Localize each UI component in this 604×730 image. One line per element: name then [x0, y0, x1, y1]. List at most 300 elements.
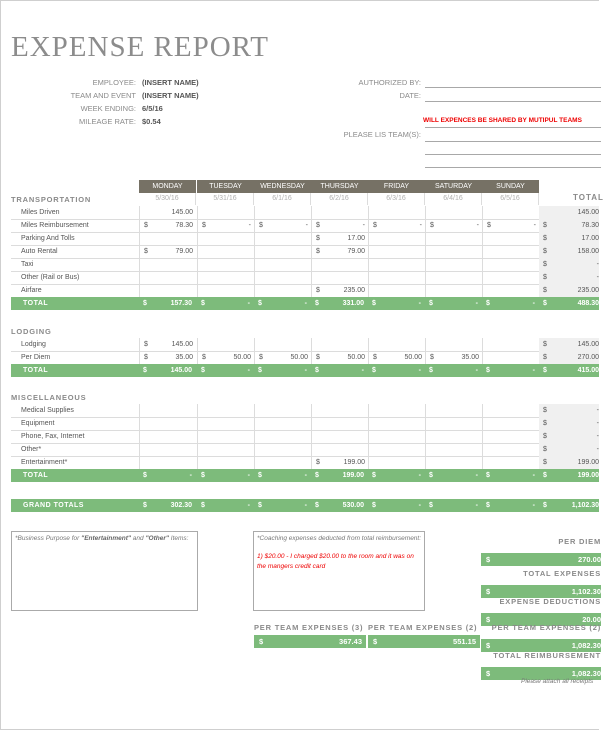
row-total [539, 456, 599, 469]
day-cell[interactable] [482, 351, 540, 364]
day-cell[interactable] [368, 245, 426, 258]
date-header: 5/31/16 [197, 193, 254, 205]
day-cell[interactable] [139, 404, 197, 417]
cell-value: 50.00 [233, 354, 251, 361]
cell-value: 145.00 [170, 367, 192, 374]
currency-sign: $ [144, 354, 148, 361]
summary-label: PER TEAM EXPENSES (2) [491, 623, 601, 632]
day-cell[interactable] [139, 245, 197, 258]
row-total [539, 284, 599, 297]
day-cell[interactable] [311, 271, 369, 284]
day-cell[interactable] [139, 430, 197, 443]
day-cell[interactable] [482, 232, 540, 245]
day-cell[interactable] [425, 271, 483, 284]
day-cell[interactable] [425, 404, 483, 417]
currency-sign: $ [487, 222, 491, 229]
total-value: 158.00 [577, 248, 599, 255]
currency-sign: $ [143, 472, 147, 479]
total-cell [368, 364, 425, 377]
day-cell[interactable] [368, 258, 426, 271]
total-cell [311, 297, 368, 310]
total-value: 145.00 [577, 209, 599, 216]
teams-field-1[interactable] [425, 141, 601, 142]
total-cell [197, 364, 254, 377]
currency-sign: $ [202, 354, 206, 361]
cell-value: - [532, 472, 535, 479]
currency-sign: $ [430, 222, 434, 229]
day-cell[interactable] [368, 338, 426, 351]
day-cell[interactable] [254, 271, 312, 284]
currency-sign: $ [143, 502, 147, 509]
day-cell[interactable] [425, 417, 483, 430]
cell-value: 78.30 [175, 222, 193, 229]
currency-sign: $ [143, 367, 147, 374]
day-cell[interactable] [254, 284, 312, 297]
row-total [539, 351, 599, 364]
mileage-rate-value[interactable]: $0.54 [142, 117, 161, 126]
cell-value: - [418, 502, 421, 509]
per-team-value [254, 635, 366, 648]
currency-sign: $ [258, 502, 262, 509]
day-cell[interactable] [197, 219, 255, 232]
day-cell[interactable] [425, 443, 483, 456]
day-cell[interactable] [425, 338, 483, 351]
table-row [11, 271, 599, 285]
day-cell[interactable] [425, 206, 483, 219]
total-value: 270.00 [577, 354, 599, 361]
employee-value[interactable]: (INSERT NAME) [142, 78, 199, 87]
misc-total-row [11, 469, 599, 482]
currency-sign: $ [429, 472, 433, 479]
cell-value: - [475, 367, 478, 374]
currency-sign: $ [373, 222, 377, 229]
row-total [539, 404, 599, 417]
day-cell[interactable] [139, 258, 197, 271]
day-cell[interactable] [311, 219, 369, 232]
total-column-header: TOTAL [573, 193, 604, 202]
day-cell[interactable] [311, 338, 369, 351]
table-row [11, 443, 599, 457]
day-cell[interactable] [139, 232, 197, 245]
day-cell[interactable] [368, 206, 426, 219]
currency-sign: $ [258, 367, 262, 374]
teams-field-2[interactable] [425, 154, 601, 155]
total-cell [368, 469, 425, 482]
misc-section-title: MISCELLANEOUS [11, 393, 87, 402]
currency-sign: $ [429, 300, 433, 307]
summary-value [481, 553, 601, 566]
table-row [11, 456, 599, 470]
table-row [11, 404, 599, 418]
table-row [11, 338, 599, 352]
currency-sign: $ [543, 274, 547, 281]
day-cell[interactable] [139, 284, 197, 297]
day-cell[interactable] [254, 206, 312, 219]
day-cell[interactable] [254, 443, 312, 456]
day-cell[interactable] [311, 430, 369, 443]
currency-sign: $ [486, 641, 491, 650]
day-cell[interactable] [482, 338, 540, 351]
day-cell[interactable] [311, 351, 369, 364]
total-value: - [596, 261, 599, 268]
row-total [539, 417, 599, 430]
currency-sign: $ [486, 587, 491, 596]
cell-value: 35.00 [175, 354, 193, 361]
day-header-wednesday: WEDNESDAY [254, 180, 311, 193]
total-cell [482, 499, 539, 512]
day-cell[interactable] [139, 338, 197, 351]
day-cell[interactable] [197, 430, 255, 443]
currency-sign: $ [316, 354, 320, 361]
total-value: 145.00 [577, 341, 599, 348]
day-cell[interactable] [425, 456, 483, 469]
day-cell[interactable] [482, 206, 540, 219]
total-cell [482, 297, 539, 310]
day-cell[interactable] [482, 219, 540, 232]
currency-sign: $ [543, 300, 547, 307]
day-header-saturday: SATURDAY [425, 180, 482, 193]
currency-sign: $ [543, 407, 547, 414]
day-header-sunday: SUNDAY [482, 180, 539, 193]
cell-value: 145.00 [171, 341, 193, 348]
cell-value: - [532, 300, 535, 307]
total-cell [197, 297, 254, 310]
currency-sign: $ [486, 300, 490, 307]
day-cell[interactable] [197, 338, 255, 351]
day-cell[interactable] [368, 404, 426, 417]
total-value: 78.30 [581, 222, 599, 229]
day-cell[interactable] [311, 258, 369, 271]
cell-value: - [247, 472, 250, 479]
currency-sign: $ [315, 502, 319, 509]
day-cell[interactable] [254, 456, 312, 469]
table-row [11, 258, 599, 272]
grand-totals-row [11, 499, 599, 512]
day-cell[interactable] [482, 284, 540, 297]
cell-value: 50.00 [290, 354, 308, 361]
day-header-friday: FRIDAY [368, 180, 425, 193]
day-cell[interactable] [311, 443, 369, 456]
cell-value: - [304, 472, 307, 479]
day-cell[interactable] [368, 443, 426, 456]
currency-sign: $ [543, 261, 547, 268]
cell-value: 302.30 [170, 502, 192, 509]
day-cell[interactable] [311, 245, 369, 258]
total-value: 17.00 [581, 235, 599, 242]
day-cell[interactable] [254, 258, 312, 271]
day-cell[interactable] [368, 456, 426, 469]
grand-totals-row-grand [539, 499, 599, 512]
total-cell [254, 364, 311, 377]
day-cell[interactable] [139, 206, 197, 219]
day-cell[interactable] [197, 258, 255, 271]
total-value: 488.30 [577, 300, 599, 307]
currency-sign: $ [372, 367, 376, 374]
total-value: 415.00 [577, 367, 599, 374]
table-row [11, 351, 599, 365]
cell-value: - [247, 300, 250, 307]
currency-sign: $ [543, 502, 547, 509]
currency-sign: $ [259, 354, 263, 361]
total-cell [425, 469, 482, 482]
day-cell[interactable] [197, 456, 255, 469]
day-cell[interactable] [139, 456, 197, 469]
total-cell [425, 364, 482, 377]
row-label: Per Diem [21, 354, 51, 361]
day-cell[interactable] [425, 232, 483, 245]
cell-value: 157.30 [170, 300, 192, 307]
per-team-label: PER TEAM EXPENSES (2) [368, 623, 478, 632]
currency-sign: $ [316, 222, 320, 229]
lodging-total-row-grand [539, 364, 599, 377]
currency-sign: $ [316, 248, 320, 255]
day-cell[interactable] [254, 351, 312, 364]
day-cell[interactable] [139, 219, 197, 232]
attach-receipts-note: Please attach all receipts [521, 678, 594, 685]
cell-value: 50.00 [404, 354, 422, 361]
cell-value: 199.00 [343, 459, 365, 466]
day-cell[interactable] [482, 271, 540, 284]
day-cell[interactable] [425, 430, 483, 443]
entertainment-label: "Entertainment" [81, 535, 131, 542]
currency-sign: $ [259, 637, 264, 646]
cell-value: - [361, 367, 364, 374]
day-cell[interactable] [197, 232, 255, 245]
day-cell[interactable] [197, 417, 255, 430]
cell-value: 17.00 [347, 235, 365, 242]
currency-sign: $ [373, 354, 377, 361]
row-label: Taxi [21, 261, 34, 268]
currency-sign: $ [543, 446, 547, 453]
day-cell[interactable] [425, 245, 483, 258]
lodging-section-title: LODGING [11, 327, 52, 336]
currency-sign: $ [316, 459, 320, 466]
currency-sign: $ [201, 300, 205, 307]
total-cell [139, 469, 196, 482]
currency-sign: $ [315, 367, 319, 374]
day-cell[interactable] [311, 284, 369, 297]
cell-value: - [304, 367, 307, 374]
cell-value: - [418, 367, 421, 374]
value: 551.15 [453, 637, 476, 646]
row-total [539, 245, 599, 258]
day-cell[interactable] [197, 443, 255, 456]
day-cell[interactable] [368, 219, 426, 232]
business-purpose-prefix: *Business Purpose for [15, 535, 82, 542]
day-cell[interactable] [197, 284, 255, 297]
date-header: 6/5/16 [482, 193, 539, 205]
day-cell[interactable] [197, 351, 255, 364]
date-header: 6/4/16 [425, 193, 482, 205]
table-row [11, 206, 599, 220]
row-total [539, 206, 599, 219]
day-cell[interactable] [482, 456, 540, 469]
date-field[interactable] [425, 101, 601, 102]
and-text: and [131, 535, 146, 542]
per-team-label: PER TEAM EXPENSES (3) [254, 623, 364, 632]
transportation-total-row-grand [539, 297, 599, 310]
day-cell[interactable] [254, 232, 312, 245]
total-value: - [596, 420, 599, 427]
day-cell[interactable] [425, 284, 483, 297]
week-ending-value[interactable]: 6/5/16 [142, 104, 163, 113]
day-cell[interactable] [311, 417, 369, 430]
day-cell[interactable] [254, 245, 312, 258]
currency-sign: $ [373, 637, 378, 646]
total-value: - [596, 433, 599, 440]
day-cell[interactable] [482, 417, 540, 430]
total-value: 199.00 [577, 459, 599, 466]
day-cell[interactable] [254, 430, 312, 443]
day-cell[interactable] [197, 404, 255, 417]
summary-label: TOTAL REIMBURSEMENT [493, 651, 601, 660]
day-cell[interactable] [482, 430, 540, 443]
currency-sign: $ [543, 472, 547, 479]
day-cell[interactable] [368, 417, 426, 430]
total-value: 1,102.30 [571, 502, 599, 509]
row-label: Airfare [21, 287, 42, 294]
currency-sign: $ [144, 222, 148, 229]
total-value: - [596, 274, 599, 281]
value: 367.43 [339, 637, 362, 646]
currency-sign: $ [430, 354, 434, 361]
total-cell [139, 297, 196, 310]
row-label: Entertainment* [21, 459, 68, 466]
day-cell[interactable] [254, 338, 312, 351]
currency-sign: $ [258, 300, 262, 307]
misc-total-row-grand [539, 469, 599, 482]
row-label: Lodging [21, 341, 46, 348]
day-cell[interactable] [139, 443, 197, 456]
day-cell[interactable] [139, 417, 197, 430]
row-total [539, 232, 599, 245]
cell-value: 79.00 [175, 248, 193, 255]
cell-value: - [419, 222, 422, 229]
cell-value: - [305, 222, 308, 229]
team-value[interactable]: (INSERT NAME) [142, 91, 199, 100]
day-cell[interactable] [482, 404, 540, 417]
day-cell[interactable] [311, 232, 369, 245]
day-cell[interactable] [482, 245, 540, 258]
other-label: "Other" [145, 535, 169, 542]
day-cell[interactable] [311, 206, 369, 219]
value: 1,102.30 [571, 587, 601, 596]
currency-sign: $ [429, 367, 433, 374]
misc-total-row-label: TOTAL [23, 472, 49, 479]
cell-value: - [304, 502, 307, 509]
currency-sign: $ [259, 222, 263, 229]
value: 1,082.30 [571, 641, 601, 650]
currency-sign: $ [543, 459, 547, 466]
table-row [11, 219, 599, 233]
cell-value: 35.00 [461, 354, 479, 361]
table-row [11, 417, 599, 431]
week-ending-label: WEEK ENDING: [80, 104, 136, 113]
cell-value: - [418, 300, 421, 307]
currency-sign: $ [316, 287, 320, 294]
shared-teams-warning: WILL EXPENCES BE SHARED BY MUTIPUL TEAMS [423, 117, 582, 124]
day-cell[interactable] [139, 351, 197, 364]
lodging-total-row [11, 364, 599, 377]
row-total [539, 443, 599, 456]
day-cell[interactable] [425, 219, 483, 232]
day-cell[interactable] [197, 271, 255, 284]
cell-value: 530.00 [342, 502, 364, 509]
currency-sign: $ [543, 341, 547, 348]
day-cell[interactable] [254, 404, 312, 417]
date-header: 6/3/16 [368, 193, 425, 205]
day-cell[interactable] [254, 219, 312, 232]
warning-underline [425, 127, 601, 128]
currency-sign: $ [543, 354, 547, 361]
day-cell[interactable] [368, 232, 426, 245]
summary-label: EXPENSE DEDUCTIONS [499, 597, 601, 606]
row-total [539, 219, 599, 232]
row-label: Auto Rental [21, 248, 58, 255]
total-value: 235.00 [577, 287, 599, 294]
total-value: - [596, 407, 599, 414]
day-cell[interactable] [368, 430, 426, 443]
currency-sign: $ [486, 502, 490, 509]
row-total [539, 258, 599, 271]
cell-value: 79.00 [347, 248, 365, 255]
row-label: Other (Rail or Bus) [21, 274, 80, 281]
transportation-total-row [11, 297, 599, 310]
currency-sign: $ [543, 433, 547, 440]
day-cell[interactable] [482, 258, 540, 271]
total-cell [254, 469, 311, 482]
date-header: 5/30/16 [139, 193, 196, 205]
currency-sign: $ [315, 472, 319, 479]
day-cell[interactable] [368, 284, 426, 297]
row-total [539, 430, 599, 443]
day-cell[interactable] [482, 443, 540, 456]
cell-value: 199.00 [342, 472, 364, 479]
authorized-by-field[interactable] [425, 87, 601, 88]
total-cell [311, 469, 368, 482]
currency-sign: $ [543, 222, 547, 229]
cell-value: - [362, 222, 365, 229]
cell-value: 145.00 [171, 209, 193, 216]
business-purpose-box[interactable] [11, 531, 198, 611]
day-cell[interactable] [197, 206, 255, 219]
day-cell[interactable] [254, 417, 312, 430]
day-cell[interactable] [139, 271, 197, 284]
teams-field-3[interactable] [425, 167, 601, 168]
day-cell[interactable] [425, 351, 483, 364]
day-cell[interactable] [311, 456, 369, 469]
currency-sign: $ [144, 341, 148, 348]
cell-value: - [304, 300, 307, 307]
day-cell[interactable] [197, 245, 255, 258]
cell-value: 50.00 [347, 354, 365, 361]
total-cell [311, 364, 368, 377]
cell-value: - [247, 502, 250, 509]
cell-value: - [476, 222, 479, 229]
day-cell[interactable] [368, 271, 426, 284]
total-cell [197, 499, 254, 512]
date-header: 6/2/16 [311, 193, 368, 205]
currency-sign: $ [543, 367, 547, 374]
total-cell [482, 469, 539, 482]
day-cell[interactable] [368, 351, 426, 364]
summary-label: PER DIEM [558, 537, 601, 546]
day-cell[interactable] [311, 404, 369, 417]
coaching-expenses-box[interactable] [253, 531, 425, 611]
day-cell[interactable] [425, 258, 483, 271]
total-cell [425, 297, 482, 310]
cell-value: - [189, 472, 192, 479]
